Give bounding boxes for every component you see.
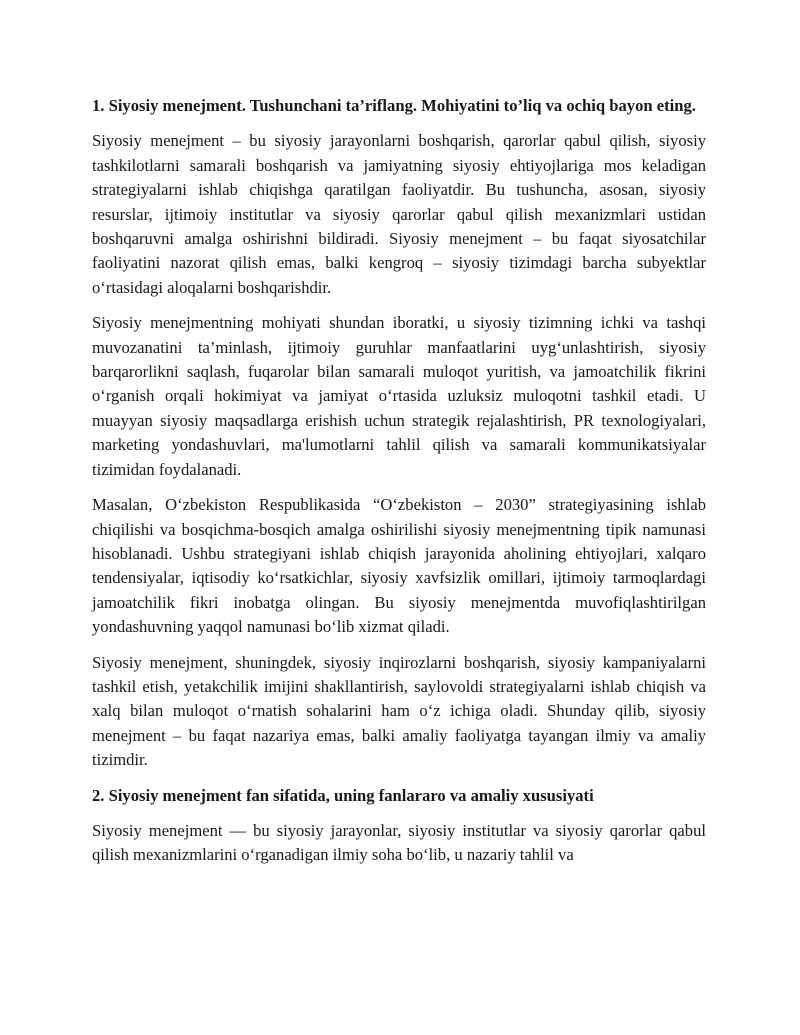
section-1-heading: 1. Siyosiy menejment. Tushunchani ta’riflang. Mohiyatini to’liq va ochiq bayon eting. (92, 96, 696, 115)
section-1-paragraph-4: Siyosiy menejment, shuningdek, siyosiy inqirozlarni boshqarish, siyosiy kampaniyalarni tashkil etish, yetakchilik imijini shakllantirish, saylovoldi strategiyalarni ishlab chiqish va xalq bilan muloqot o‘rnatish sohalarini ham o‘z ichiga oladi. Shunday qilib, siyosiy menejment – bu faqat nazariya emas, balki amaliy faoliyatga tayangan ilmiy va amaliy tizimdir. (92, 652, 706, 770)
section-2-paragraph-1: Siyosiy menejment — bu siyosiy jarayonlar, siyosiy institutlar va siyosiy qarorlar qabul qilish mexanizmlarini o‘rganadigan ilmiy soha bo‘lib, u nazariy tahlil va (92, 820, 706, 865)
section-1-paragraph-3: Masalan, O‘zbekiston Respublikasida “O‘zbekiston – 2030” strategiyasining ishlab chiqilishi va bosqichma-bosqich amalga oshirilishi siyosiy menejmentning tipik namunasi hisoblanadi. Ushbu strategiyani ishlab chiqish jarayonida aholining ehtiyojlari, xalqaro tendensiyalar, iqtisodiy ko‘rsatkichlar, siyosiy xavfsizlik omillari, ijtimoiy tarmoqlardagi jamoatchilik fikri inobatga olingan. Bu siyosiy menejmentda muvofiqlashtirilgan yondashuvning yaqqol namunasi bo‘lib xizmat qiladi. (92, 495, 706, 637)
section-1-paragraph-2: Siyosiy menejmentning mohiyati shundan iboratki, u siyosiy tizimning ichki va tashqi muvozanatini ta’minlash, ijtimoiy guruhlar manfaatlarini uyg‘unlashtirish, siyosiy barqarorlikni saqlash, fuqarolar bilan samarali muloqot yuritish, va jamoatchilik fikrini o‘rganish orqali hokimiyat va jamiyat o‘rtasida uzluksiz muloqotni tashkil etadi. U muayyan siyosiy maqsadlarga erishish uchun strategik rejalashtirish, PR texnologiyalari, marketing yondashuvlari, ma'lumotlarni tahlil qilish va samarali kommunikatsiyalar tizimidan foydalanadi. (92, 313, 706, 479)
document-page (92, 94, 706, 879)
section-1-paragraph-1: Siyosiy menejment – bu siyosiy jarayonlarni boshqarish, qarorlar qabul qilish, siyosiy tashkilotlarni samarali boshqarish va jamiyatning siyosiy ehtiyojlariga mos keladigan strategiyalarni ishlab chiqishga qaratilgan faoliyatdir. Bu tushuncha, asosan, siyosiy resurslar, ijtimoiy institutlar va siyosiy qarorlar qabul qilish mexanizmlari ustidan boshqaruvni amalga oshirishni bildiradi. Siyosiy menejment – bu faqat siyosatchilar faoliyatini nazorat qilish emas, balki kengroq – siyosiy tizimdagi barcha subyektlar o‘rtasidagi aloqalarni boshqarishdir. (92, 131, 706, 297)
section-2-heading: 2. Siyosiy menejment fan sifatida, uning fanlararo va amaliy xususiyati (92, 785, 594, 805)
